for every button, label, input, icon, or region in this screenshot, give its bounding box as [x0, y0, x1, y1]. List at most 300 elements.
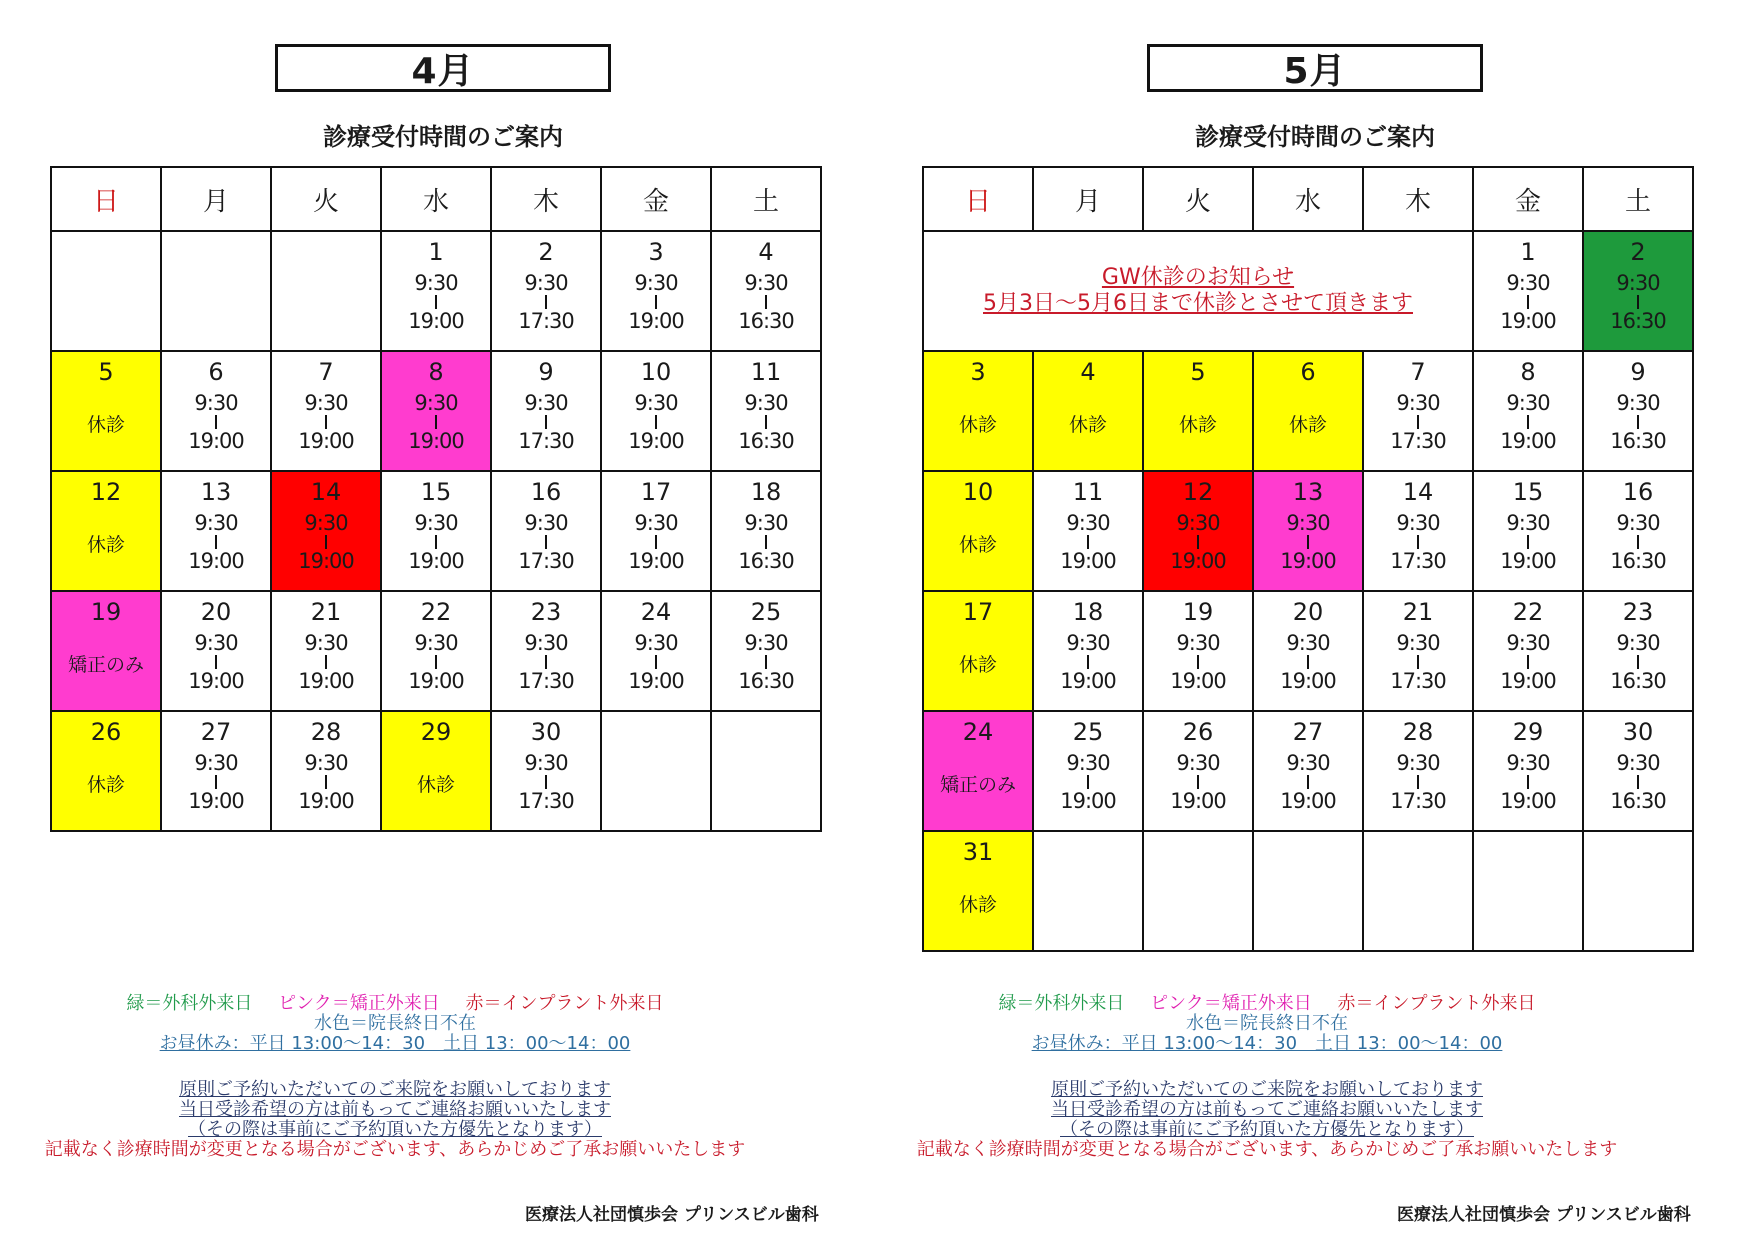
range-separator — [1087, 775, 1089, 789]
close-time: 16:30 — [738, 429, 794, 453]
range-separator — [1197, 655, 1199, 669]
hours-range — [1254, 512, 1362, 572]
hours-range — [1034, 512, 1142, 572]
day-cell — [381, 231, 491, 351]
close-time: 17:30 — [1390, 429, 1446, 453]
day-number: 31 — [962, 838, 994, 866]
range-separator — [1637, 535, 1639, 549]
footer-april: 医療法人社団慎歩会 プリンスビル歯科 — [525, 1205, 819, 1225]
hours-range — [1584, 512, 1692, 572]
day-cell — [491, 591, 601, 711]
day-number: 6 — [1300, 358, 1316, 386]
range-separator — [435, 655, 437, 669]
open-time: 9:30 — [524, 511, 568, 535]
open-time: 9:30 — [744, 271, 788, 295]
day-cell — [601, 231, 711, 351]
legend-green: 緑＝外科外来日 — [998, 993, 1125, 1014]
range-separator — [325, 775, 327, 789]
day-cell — [161, 471, 271, 591]
hours-range — [162, 512, 270, 572]
day-cell — [711, 231, 821, 351]
weekday-header: 月 — [161, 167, 271, 231]
footer-may: 医療法人社団慎歩会 プリンスビル歯科 — [1397, 1205, 1691, 1225]
day-number: 12 — [1182, 478, 1214, 506]
hours-range — [1144, 632, 1252, 692]
hours-range — [1584, 752, 1692, 812]
hours-range — [1364, 512, 1472, 572]
closed-label: 休診 — [416, 774, 455, 796]
day-number: 16 — [530, 478, 562, 506]
empty-day-cell — [271, 231, 381, 351]
close-time: 19:00 — [1170, 669, 1226, 693]
day-cell — [1583, 711, 1693, 831]
hours-range — [602, 272, 710, 332]
range-separator — [1087, 655, 1089, 669]
close-time: 19:00 — [408, 669, 464, 693]
weekday-header: 水 — [1253, 167, 1363, 231]
day-cell — [51, 351, 161, 471]
day-cell — [1363, 711, 1473, 831]
open-time: 9:30 — [524, 631, 568, 655]
note-line3: （その際は事前にご予約頂いた方優先となります） — [1060, 1119, 1474, 1140]
hours-range — [492, 632, 600, 692]
close-time: 19:00 — [1500, 669, 1556, 693]
hours-range — [712, 272, 820, 332]
empty-day-cell — [711, 711, 821, 831]
note-line2: 当日受診希望の方は前もってご連絡お願いいたします — [1051, 1099, 1483, 1120]
subtitle-may: 診療受付時間のご案内 — [1195, 123, 1435, 151]
hours-range — [382, 272, 490, 332]
range-separator — [1637, 775, 1639, 789]
note-line2: 当日受診希望の方は前もってご連絡お願いいたします — [179, 1099, 611, 1120]
close-time: 19:00 — [408, 309, 464, 333]
closed-label: 休診 — [86, 534, 125, 556]
hours-range — [1474, 632, 1582, 692]
day-number: 27 — [1292, 718, 1324, 746]
hours-range — [1254, 752, 1362, 812]
open-time: 9:30 — [194, 391, 238, 415]
weekday-header: 日 — [51, 167, 161, 231]
closed-label: 休診 — [958, 534, 997, 556]
open-time: 9:30 — [524, 271, 568, 295]
day-number: 29 — [420, 718, 452, 746]
day-number: 25 — [1072, 718, 1104, 746]
day-cell — [271, 591, 381, 711]
hours-range — [492, 752, 600, 812]
empty-day-cell — [1143, 831, 1253, 951]
range-separator — [1197, 535, 1199, 549]
hours-range — [712, 632, 820, 692]
close-time: 19:00 — [1280, 789, 1336, 813]
close-time: 19:00 — [188, 669, 244, 693]
day-number: 14 — [1402, 478, 1434, 506]
calendar-week-row — [923, 831, 1693, 951]
open-time: 9:30 — [744, 391, 788, 415]
day-number: 18 — [750, 478, 782, 506]
calendar-week-row — [923, 591, 1693, 711]
day-number: 17 — [640, 478, 672, 506]
hours-range — [1474, 272, 1582, 332]
day-number: 1 — [428, 238, 444, 266]
day-number: 3 — [648, 238, 664, 266]
weekday-header-row — [51, 167, 821, 231]
open-time: 9:30 — [524, 751, 568, 775]
range-separator — [1197, 775, 1199, 789]
day-number: 7 — [318, 358, 334, 386]
open-time: 9:30 — [1066, 751, 1110, 775]
range-separator — [1527, 415, 1529, 429]
day-number: 15 — [420, 478, 452, 506]
day-number: 27 — [200, 718, 232, 746]
day-number: 17 — [962, 598, 994, 626]
notes-april — [0, 1080, 790, 1160]
close-time: 19:00 — [1170, 789, 1226, 813]
calendar-week-row — [51, 471, 821, 591]
open-time: 9:30 — [1506, 751, 1550, 775]
close-time: 19:00 — [188, 549, 244, 573]
weekday-header: 金 — [1473, 167, 1583, 231]
close-time: 16:30 — [1610, 549, 1666, 573]
open-time: 9:30 — [1616, 511, 1660, 535]
closed-label: 休診 — [86, 774, 125, 796]
day-number: 13 — [200, 478, 232, 506]
day-number: 25 — [750, 598, 782, 626]
calendar-may — [922, 166, 1694, 952]
open-time: 9:30 — [1176, 511, 1220, 535]
open-time: 9:30 — [1396, 631, 1440, 655]
day-number: 28 — [1402, 718, 1434, 746]
hours-range — [1364, 752, 1472, 812]
day-number: 11 — [1072, 478, 1104, 506]
day-number: 23 — [530, 598, 562, 626]
open-time: 9:30 — [414, 271, 458, 295]
day-cell — [1583, 351, 1693, 471]
close-time: 19:00 — [408, 549, 464, 573]
hours-range — [382, 632, 490, 692]
close-time: 19:00 — [1280, 669, 1336, 693]
hours-range — [492, 512, 600, 572]
day-number: 4 — [758, 238, 774, 266]
range-separator — [545, 295, 547, 309]
calendar-week-row — [923, 711, 1693, 831]
hours-range — [1474, 512, 1582, 572]
hours-range — [382, 512, 490, 572]
day-cell — [1253, 471, 1363, 591]
legend-pink: ピンク＝矯正外来日 — [1150, 993, 1312, 1014]
close-time: 16:30 — [1610, 669, 1666, 693]
close-time: 16:30 — [1610, 789, 1666, 813]
open-time: 9:30 — [744, 631, 788, 655]
range-separator — [1307, 535, 1309, 549]
day-number: 20 — [200, 598, 232, 626]
day-number: 14 — [310, 478, 342, 506]
day-cell — [1143, 351, 1253, 471]
hours-range — [1474, 752, 1582, 812]
day-number: 7 — [1410, 358, 1426, 386]
day-number: 10 — [640, 358, 672, 386]
day-number: 12 — [90, 478, 122, 506]
day-number: 19 — [90, 598, 122, 626]
close-time: 19:00 — [1060, 789, 1116, 813]
day-number: 16 — [1622, 478, 1654, 506]
day-cell — [1583, 471, 1693, 591]
day-number: 9 — [538, 358, 554, 386]
range-separator — [1637, 655, 1639, 669]
range-separator — [325, 655, 327, 669]
day-cell — [601, 591, 711, 711]
open-time: 9:30 — [1286, 511, 1330, 535]
calendar-week-row — [923, 471, 1693, 591]
day-cell — [601, 471, 711, 591]
range-separator — [655, 295, 657, 309]
day-cell — [271, 471, 381, 591]
range-separator — [655, 535, 657, 549]
day-cell — [491, 711, 601, 831]
range-separator — [1417, 535, 1419, 549]
open-time: 9:30 — [634, 391, 678, 415]
day-number: 22 — [420, 598, 452, 626]
day-cell — [923, 471, 1033, 591]
day-number: 26 — [90, 718, 122, 746]
open-time: 9:30 — [1396, 391, 1440, 415]
range-separator — [655, 655, 657, 669]
day-number: 2 — [1630, 238, 1646, 266]
day-cell — [51, 471, 161, 591]
day-number: 24 — [962, 718, 994, 746]
month-title-april: 4月 — [275, 44, 611, 92]
day-number: 23 — [1622, 598, 1654, 626]
open-time: 9:30 — [1396, 511, 1440, 535]
day-cell — [1143, 471, 1253, 591]
range-separator — [215, 535, 217, 549]
closed-label: 休診 — [86, 414, 125, 436]
close-time: 19:00 — [1060, 669, 1116, 693]
range-separator — [215, 775, 217, 789]
calendar-week-row — [51, 591, 821, 711]
open-time: 9:30 — [1616, 631, 1660, 655]
weekday-header-row — [923, 167, 1693, 231]
ortho-only-label: 矯正のみ — [939, 774, 1016, 796]
closed-label: 休診 — [1178, 414, 1217, 436]
day-number: 28 — [310, 718, 342, 746]
open-time: 9:30 — [1506, 511, 1550, 535]
empty-day-cell — [161, 231, 271, 351]
calendar-week-row — [51, 231, 821, 351]
day-number: 11 — [750, 358, 782, 386]
hours-range — [272, 632, 380, 692]
open-time: 9:30 — [1506, 271, 1550, 295]
hours-range — [382, 392, 490, 452]
gw-notice-text: 5月3日～5月6日まで休診とさせて頂きます — [983, 291, 1413, 316]
calendar-april — [50, 166, 822, 832]
day-cell — [1583, 231, 1693, 351]
close-time: 19:00 — [298, 549, 354, 573]
range-separator — [1417, 775, 1419, 789]
range-separator — [325, 415, 327, 429]
legend-may — [872, 994, 1662, 1054]
open-time: 9:30 — [304, 751, 348, 775]
range-separator — [765, 295, 767, 309]
open-time: 9:30 — [1506, 631, 1550, 655]
day-cell — [381, 711, 491, 831]
legend-april — [0, 994, 790, 1054]
note-line1: 原則ご予約いただいてのご来院をお願いしております — [179, 1079, 611, 1100]
hours-range — [162, 392, 270, 452]
closed-label: 休診 — [958, 894, 997, 916]
day-number: 8 — [1520, 358, 1536, 386]
open-time: 9:30 — [1616, 271, 1660, 295]
weekday-header: 水 — [381, 167, 491, 231]
day-cell — [1473, 231, 1583, 351]
open-time: 9:30 — [634, 511, 678, 535]
weekday-header: 月 — [1033, 167, 1143, 231]
day-cell — [923, 831, 1033, 951]
day-number: 26 — [1182, 718, 1214, 746]
close-time: 16:30 — [738, 669, 794, 693]
empty-day-cell — [1363, 831, 1473, 951]
empty-day-cell — [601, 711, 711, 831]
day-cell — [1033, 471, 1143, 591]
day-number: 30 — [530, 718, 562, 746]
day-number: 1 — [1520, 238, 1536, 266]
legend-red: 赤＝インプラント外来日 — [465, 993, 664, 1014]
range-separator — [1307, 775, 1309, 789]
day-number: 8 — [428, 358, 444, 386]
day-cell — [1143, 591, 1253, 711]
day-cell — [381, 591, 491, 711]
may-panel — [916, 0, 1712, 1240]
close-time: 17:30 — [518, 789, 574, 813]
day-cell — [1473, 591, 1583, 711]
close-time: 16:30 — [738, 549, 794, 573]
day-number: 2 — [538, 238, 554, 266]
empty-day-cell — [1583, 831, 1693, 951]
close-time: 19:00 — [1500, 549, 1556, 573]
day-cell — [1363, 471, 1473, 591]
closed-label: 休診 — [1288, 414, 1327, 436]
note-line4: 記載なく診療時間が変更となる場合がございます、あらかじめご了承お願いいたします — [916, 1139, 1618, 1160]
weekday-header: 金 — [601, 167, 711, 231]
day-cell — [1583, 591, 1693, 711]
day-cell — [1033, 711, 1143, 831]
day-cell — [1033, 591, 1143, 711]
hours-range — [712, 392, 820, 452]
hours-range — [1474, 392, 1582, 452]
hours-range — [1584, 392, 1692, 452]
day-number: 24 — [640, 598, 672, 626]
day-cell — [1473, 471, 1583, 591]
range-separator — [215, 655, 217, 669]
range-separator — [1527, 295, 1529, 309]
subtitle-april: 診療受付時間のご案内 — [323, 123, 563, 151]
hours-range — [1584, 272, 1692, 332]
day-cell — [711, 591, 821, 711]
close-time: 17:30 — [1390, 549, 1446, 573]
weekday-header: 木 — [491, 167, 601, 231]
day-number: 9 — [1630, 358, 1646, 386]
open-time: 9:30 — [414, 391, 458, 415]
hours-range — [162, 752, 270, 812]
close-time: 17:30 — [518, 429, 574, 453]
range-separator — [1527, 655, 1529, 669]
day-number: 5 — [98, 358, 114, 386]
close-time: 19:00 — [628, 309, 684, 333]
open-time: 9:30 — [414, 631, 458, 655]
note-line4: 記載なく診療時間が変更となる場合がございます、あらかじめご了承お願いいたします — [44, 1139, 746, 1160]
day-cell — [1363, 591, 1473, 711]
hours-range — [272, 512, 380, 572]
day-number: 13 — [1292, 478, 1324, 506]
range-separator — [435, 535, 437, 549]
close-time: 19:00 — [1500, 309, 1556, 333]
legend-red: 赤＝インプラント外来日 — [1337, 993, 1536, 1014]
hours-range — [492, 272, 600, 332]
close-time: 19:00 — [628, 669, 684, 693]
empty-day-cell — [1473, 831, 1583, 951]
close-time: 16:30 — [1610, 309, 1666, 333]
open-time: 9:30 — [194, 511, 238, 535]
gw-notice-cell — [923, 231, 1473, 351]
day-cell — [381, 471, 491, 591]
hours-range — [1144, 752, 1252, 812]
hours-range — [1364, 392, 1472, 452]
close-time: 19:00 — [188, 789, 244, 813]
range-separator — [545, 535, 547, 549]
close-time: 19:00 — [1500, 789, 1556, 813]
day-cell — [1143, 711, 1253, 831]
range-separator — [1417, 415, 1419, 429]
open-time: 9:30 — [744, 511, 788, 535]
day-cell — [601, 351, 711, 471]
range-separator — [765, 655, 767, 669]
day-number: 10 — [962, 478, 994, 506]
legend-lunch: お昼休み：平日 13:00～14：30 土日 13：00～14：00 — [159, 1033, 631, 1054]
day-cell — [923, 711, 1033, 831]
day-cell — [491, 351, 601, 471]
close-time: 19:00 — [1500, 429, 1556, 453]
close-time: 19:00 — [1060, 549, 1116, 573]
weekday-header: 木 — [1363, 167, 1473, 231]
open-time: 9:30 — [304, 391, 348, 415]
hours-range — [1364, 632, 1472, 692]
open-time: 9:30 — [524, 391, 568, 415]
day-cell — [51, 711, 161, 831]
hours-range — [602, 512, 710, 572]
day-cell — [161, 591, 271, 711]
weekday-header: 火 — [1143, 167, 1253, 231]
calendar-week-row — [51, 711, 821, 831]
close-time: 19:00 — [1170, 549, 1226, 573]
day-cell — [1473, 351, 1583, 471]
close-time: 19:00 — [298, 789, 354, 813]
day-cell — [1253, 351, 1363, 471]
hours-range — [272, 392, 380, 452]
close-time: 17:30 — [1390, 669, 1446, 693]
day-number: 30 — [1622, 718, 1654, 746]
open-time: 9:30 — [194, 751, 238, 775]
empty-day-cell — [1033, 831, 1143, 951]
range-separator — [1307, 655, 1309, 669]
weekday-header: 土 — [711, 167, 821, 231]
note-line3: （その際は事前にご予約頂いた方優先となります） — [188, 1119, 602, 1140]
calendar-week-row — [923, 231, 1693, 351]
range-separator — [215, 415, 217, 429]
weekday-header: 土 — [1583, 167, 1693, 231]
notes-may — [872, 1080, 1662, 1160]
range-separator — [1527, 775, 1529, 789]
range-separator — [435, 415, 437, 429]
range-separator — [1527, 535, 1529, 549]
